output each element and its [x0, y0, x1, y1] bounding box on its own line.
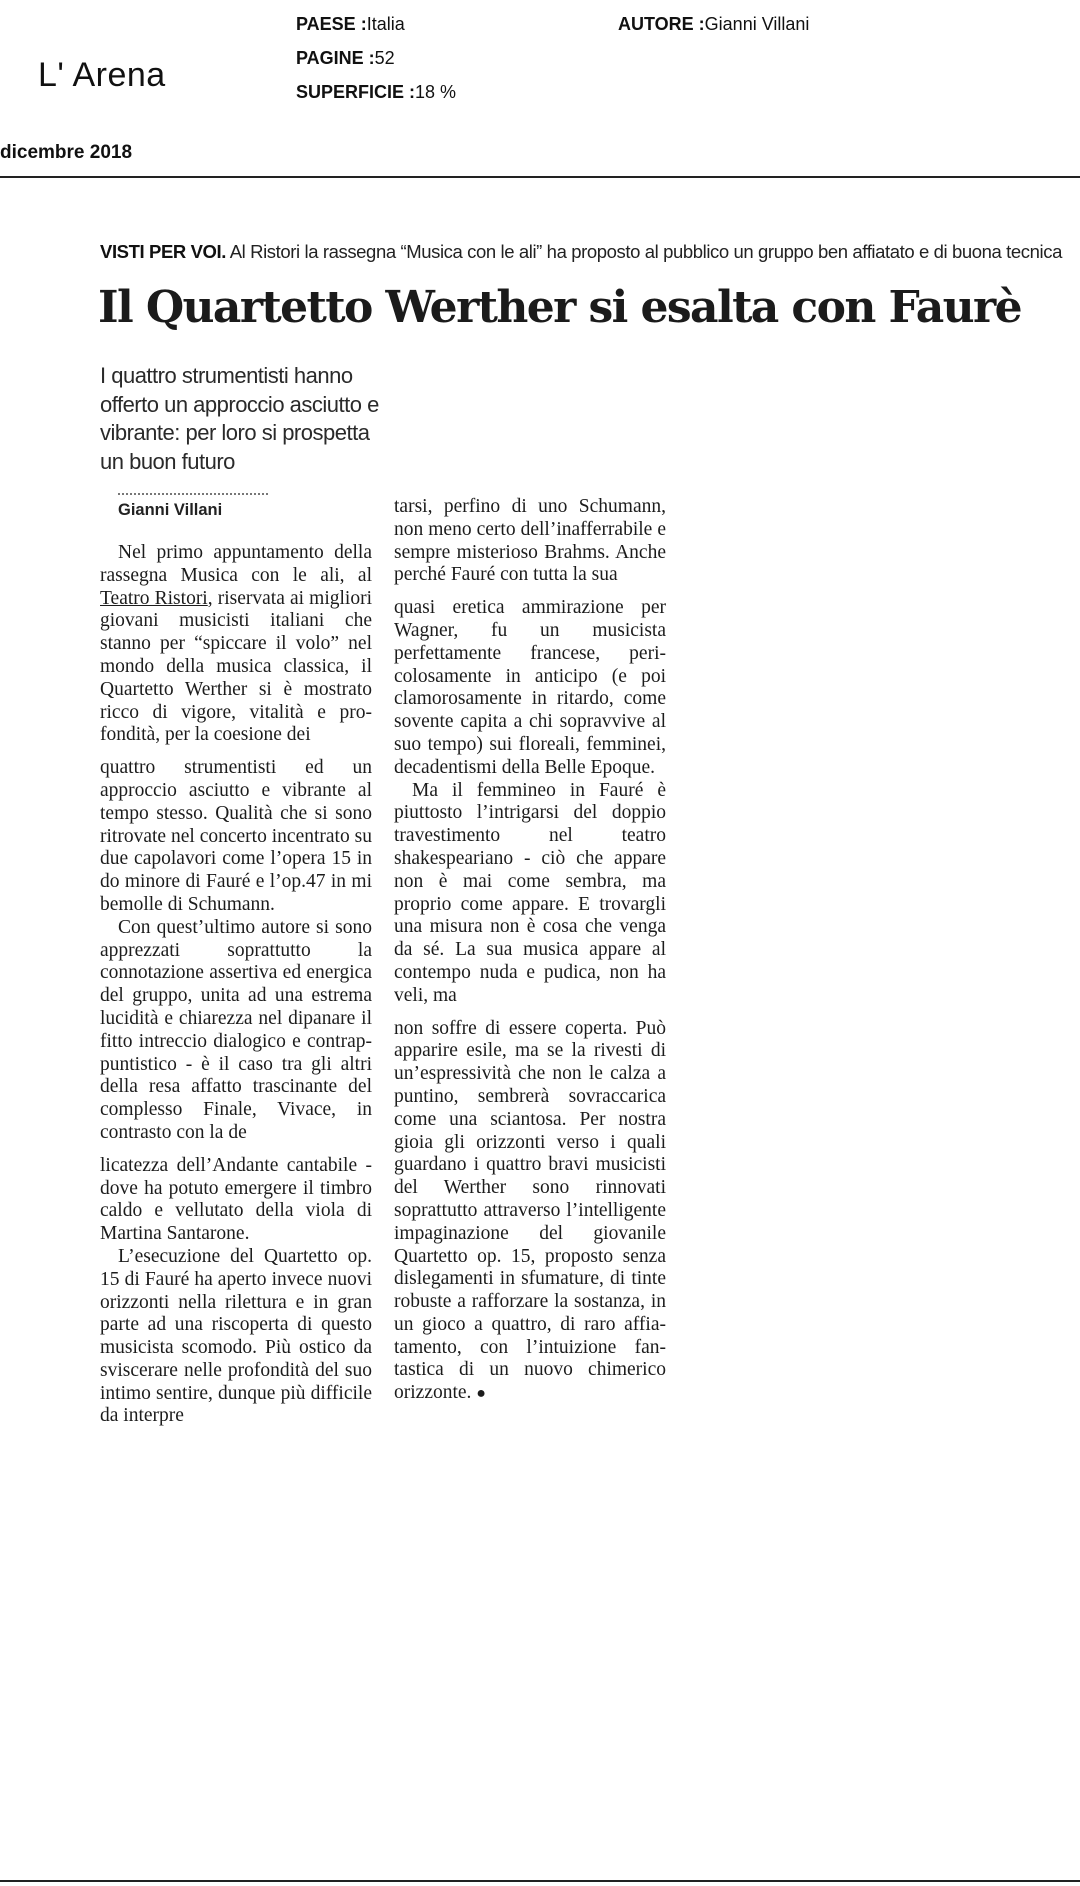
- article-kicker: [100, 241, 1075, 263]
- teatro-ristori-link[interactable]: Teatro Ristori: [100, 587, 208, 609]
- meta-autore: [618, 14, 809, 35]
- col2-paragraph-1-cont: quasi eretica ammirazione per Wagner, fu un musicista perfettamente francese, pericolosamente in anticipo (e poi clamorosamente in ritardo, come sovente capita a chi sopravvive al suo tempo) sui floreali, femminei, decadentismi della Belle Epoque.: [394, 597, 666, 778]
- article-subhead: I quattro strumentisti hanno offerto un approccio asciutto e vibrante: per loro si prospetta un buon futuro: [100, 363, 379, 474]
- article-headline: Il Quartetto Werther si esalta con Faurè: [98, 282, 1021, 333]
- meta-pagine: [296, 48, 395, 69]
- end-of-article-icon: ●: [476, 1385, 486, 1403]
- meta-autore-label: AUTORE :: [618, 14, 705, 34]
- article-column-2: [394, 496, 666, 1406]
- meta-superficie-label: SUPERFICIE :: [296, 82, 416, 102]
- kicker-text: Al Ristori la rassegna “Musica con le ali” ha proposto al pubblico un gruppo ben affiatato e di buona tecnica: [229, 241, 1062, 262]
- meta-paese-label: PAESE :: [296, 14, 367, 34]
- article-column-1: [100, 542, 372, 1428]
- masthead-logo: L' Arena: [38, 56, 166, 94]
- kicker-label: VISTI PER VOI.: [100, 241, 226, 262]
- col1-paragraph-1-cont: quattro strumentisti ed un approccio asciutto e vibrante al tempo stesso. Qualità che si sono ritrovate nel concerto incentrato su due capolavori come l’opera 15 in do minore di Fauré e l’op.47 in mi bemolle di Schumann.: [100, 757, 372, 915]
- article-byline: Gianni Villani: [118, 501, 223, 519]
- meta-superficie: [296, 82, 456, 103]
- byline-divider: [118, 493, 268, 495]
- meta-paese: [296, 14, 405, 35]
- column-break-gap: [100, 747, 372, 757]
- col1-p1-text-b: , riservata ai migliori giovani musicisti italiani che stanno per “spiccare il volo” nel mondo della musica classica, il Quartetto Werther si è mostrato ricco di vigore, vitalità e profondità, per la coesione dei: [100, 587, 372, 746]
- col2-paragraph-2-cont: [394, 1018, 666, 1407]
- header-divider: [0, 176, 1080, 178]
- issue-date: dicembre 2018: [0, 142, 133, 163]
- col1-paragraph-2: Con quest’ultimo autore si sono apprezzati soprattutto la connotazione assertiva ed energica del gruppo, unita ad una estrema lucidità e chiarezza nel dipanare il fitto intreccio dialogico e contrappuntistico - è il caso tra gli altri della resa affatto trascinante del complesso Finale, Vivace, in contrasto con la de: [100, 916, 372, 1143]
- col1-paragraph-3: L’esecuzione del Quartetto op. 15 di Fauré ha aperto invece nuovi orizzonti nella rilettura e in gran parte ad una riscoperta di questo musicista scomodo. Più ostico da sviscerare nelle profondità del suo intimo sentire, dunque più difficile da interpre: [100, 1245, 372, 1427]
- meta-pagine-value: 52: [374, 48, 395, 68]
- col2-p2-cont-text: non soffre di essere coperta. Può apparire esile, ma se la rivesti di un’espressività che non le calza a puntino, sembrerà sovraccarica come una sciantosa. Per nostra gioia gli orizzonti verso i quali guardano i quattro bravi musicisti del Werther sono rinnovati soprattutto attraverso l’intelligente impaginazione del giovanile Quartetto op. 15, proposto senza dislegamenti in sfumature, di tinte robuste a rafforzare la sostanza, in un gioco a quattro, di raro affiatamento, con l’intuizione fantastica di un nuovo chimerico orizzonte.: [394, 1017, 666, 1404]
- meta-autore-value: Gianni Villani: [704, 14, 810, 34]
- col1-p1-text-a: Nel primo appuntamento della rassegna Musica con le ali, al: [100, 542, 372, 586]
- col1-paragraph-1: [100, 542, 372, 747]
- col1-paragraph-2-cont: licatezza dell’Andante cantabile - dove ha potuto emergere il timbro caldo e vellutato della viola di Martina Santarone.: [100, 1154, 372, 1245]
- meta-pagine-label: PAGINE :: [296, 48, 375, 68]
- column-break-gap: [394, 587, 666, 597]
- meta-paese-value: Italia: [366, 14, 405, 34]
- col2-paragraph-1: tarsi, perfino di uno Schumann, non meno certo dell’inafferrabile e sempre misterioso Brahms. Anche perché Fauré con tutta la sua: [394, 496, 666, 586]
- meta-superficie-value: 18 %: [415, 82, 457, 102]
- column-break-gap: [100, 1145, 372, 1155]
- column-break-gap: [394, 1008, 666, 1018]
- col2-paragraph-2: Ma il femmineo in Fauré è piuttosto l’intrigarsi del doppio travestimento nel teatro shakespeariano - ciò che appare non è mai come sembra, ma proprio come appare. E trovargli una misura non è cosa che venga da sé. La sua musica appare al contempo nuda e pudica, non ha veli, ma: [394, 779, 666, 1006]
- footer-divider: [0, 1880, 1080, 1882]
